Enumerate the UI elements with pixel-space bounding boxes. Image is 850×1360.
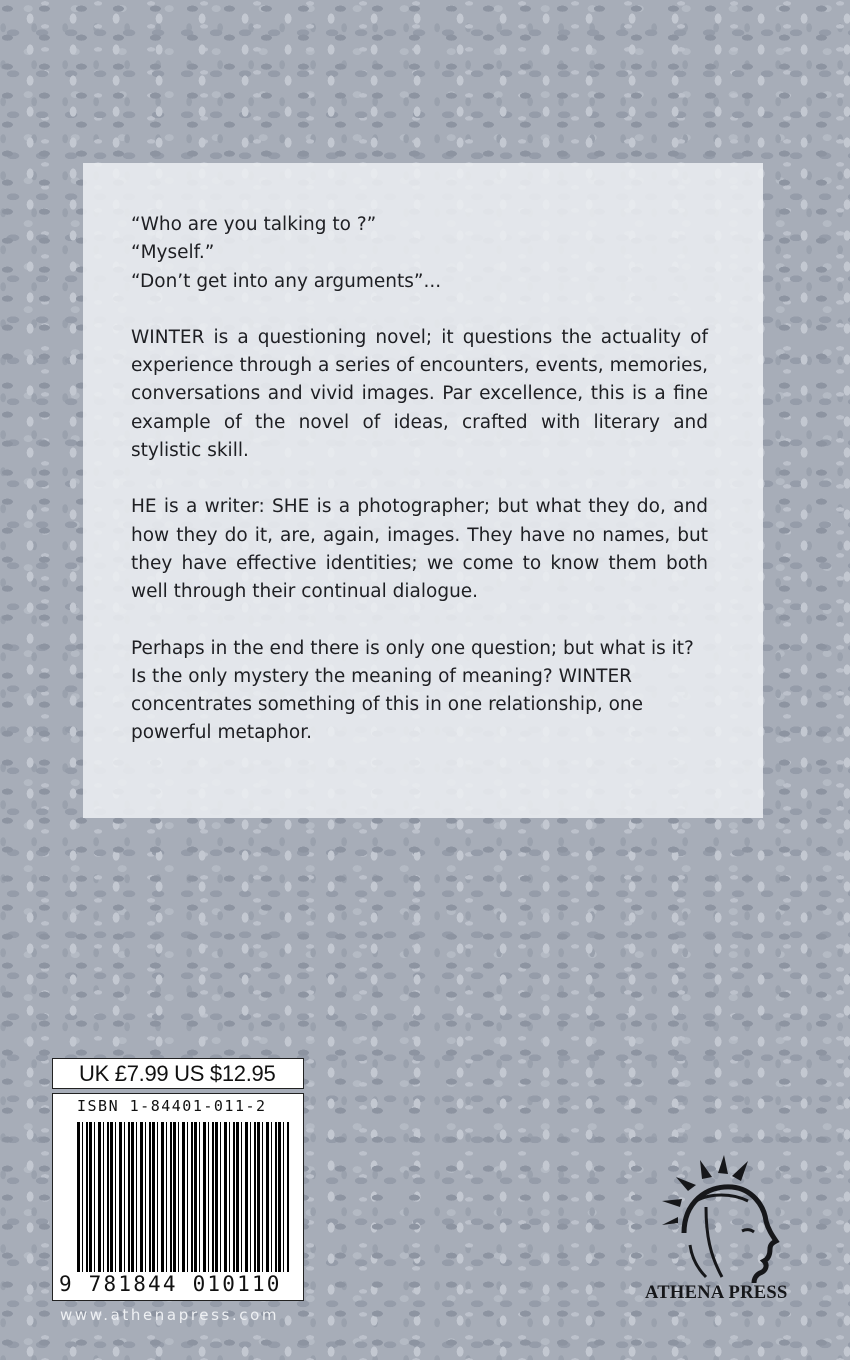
price-label: UK £7.99 US $12.95 [52, 1058, 304, 1089]
ean-digits: 9 781844 010110 [59, 1272, 299, 1296]
website-url: www.athenapress.com [60, 1306, 280, 1324]
publisher-name: ATHENA PRESS [645, 1283, 788, 1303]
blurb-paragraph-3: Perhaps in the end there is only one question; but what is it? Is the only mystery the meaning of meaning? WINTER concentrates something of this in one relationship, one powerful metaphor. [131, 637, 694, 744]
quote-line-2: “Myself.” [131, 242, 215, 264]
blurb-paragraph-1: WINTER is a questioning novel; it questions the actuality of experience through a series of encounters, events, memories, conversations and vivid images. Par excellence, this is a fine example of the novel of ideas, crafted with literary and stylistic skill. [131, 326, 708, 462]
quote-line-3: “Don’t get into any arguments”... [131, 270, 442, 292]
isbn-barcode [52, 1093, 304, 1301]
quote-line-1: “Who are you talking to ?” [131, 214, 377, 235]
blurb-paragraph-2: HE is a writer: SHE is a photographer; but what they do, and how they do it, are, again, images. They have no names, but they have effective identities; we come to know them both well through their continual dialogue. [131, 496, 708, 603]
isbn-number: ISBN 1-84401-011-2 [77, 1097, 267, 1115]
blurb-panel [83, 163, 763, 818]
barcode-bars [77, 1122, 289, 1290]
